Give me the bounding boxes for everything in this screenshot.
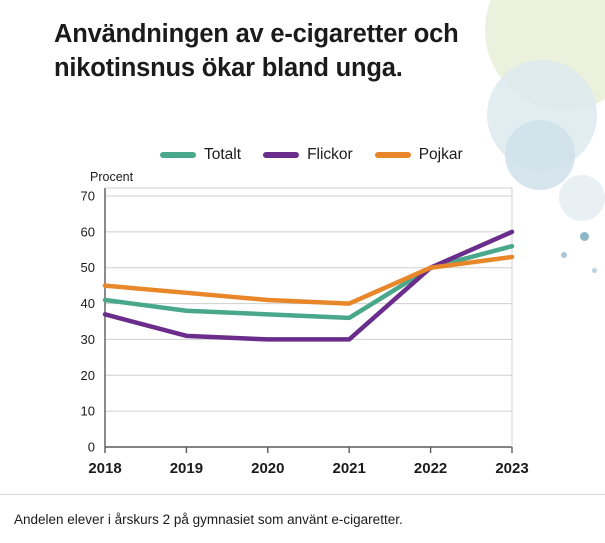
y-tick-label: 10	[80, 403, 95, 419]
legend-label-totalt: Totalt	[204, 146, 242, 163]
x-tick-label: 2020	[251, 460, 285, 477]
legend-label-pojkar: Pojkar	[418, 146, 463, 163]
page-title: Användningen av e-cigaretter och nikotinsnus ökar bland unga.	[54, 20, 459, 82]
legend-label-flickor: Flickor	[307, 146, 353, 163]
y-tick-label: 40	[80, 296, 95, 312]
chart-caption: Andelen elever i årskurs 2 på gymnasiet som använt e-cigaretter.	[14, 512, 403, 527]
x-tick-label: 2023	[495, 460, 529, 477]
y-tick-label: 30	[80, 331, 95, 347]
x-tick-label: 2019	[169, 460, 204, 477]
x-tick-label: 2021	[332, 460, 366, 477]
x-tick-label: 2018	[88, 460, 122, 477]
footer-divider	[0, 494, 605, 495]
series-line-pojkar	[105, 257, 512, 304]
x-tick-label: 2022	[413, 460, 448, 477]
y-tick-label: 0	[87, 439, 95, 455]
y-tick-label: 60	[80, 224, 95, 240]
y-tick-label: 70	[80, 188, 95, 204]
series-line-flickor	[105, 232, 512, 340]
y-axis-unit-label: Procent	[90, 170, 134, 184]
y-tick-label: 20	[80, 367, 95, 383]
y-tick-label: 50	[80, 260, 95, 276]
